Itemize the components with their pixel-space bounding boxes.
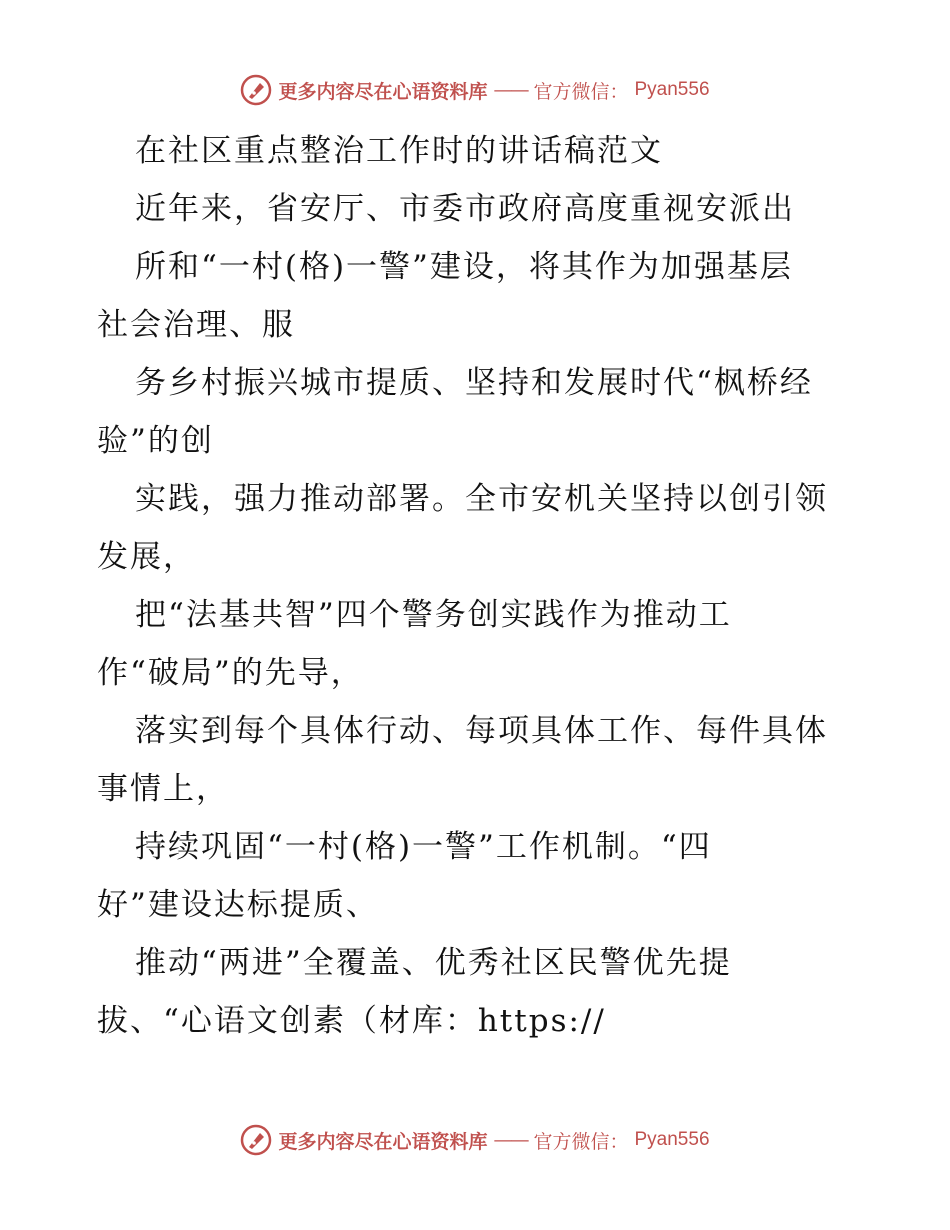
body-line: 把“法基共智”四个警务创实践作为推动工 — [135, 597, 732, 633]
body-line: 社会治理、服 — [97, 307, 295, 343]
watermark-contact-id: Pyan556 — [634, 79, 710, 100]
body-line: 作“破局”的先导， — [97, 655, 364, 691]
body-line: 持续巩固“一村(格)一警”工作机制。“四 — [135, 829, 712, 865]
watermark-separator: —— — [493, 1129, 528, 1151]
body-line: 推动“两进”全覆盖、优秀社区民警优先提 — [135, 945, 732, 981]
body-line: 发展， — [97, 539, 196, 575]
body-line: 验”的创 — [97, 423, 214, 459]
body-line: 近年来，省安厅、市委市政府高度重视安派出 — [135, 191, 795, 227]
document-title: 在社区重点整治工作时的讲话稿范文 — [135, 133, 663, 169]
body-line: 所和“一村(格)一警”建设，将其作为加强基层 — [135, 249, 793, 285]
watermark-contact-label: 官方微信： — [533, 80, 629, 103]
pen-nib-icon — [240, 1124, 272, 1156]
footer-watermark — [0, 1120, 950, 1160]
body-line: 事情上， — [97, 771, 229, 807]
watermark-contact-id: Pyan556 — [634, 1129, 710, 1150]
watermark-site-text: 更多内容尽在心语资料库 — [278, 1130, 488, 1153]
body-line: 好”建设达标提质、 — [97, 887, 379, 923]
body-line: 落实到每个具体行动、每项具体工作、每件具体 — [135, 713, 828, 749]
watermark-site-text: 更多内容尽在心语资料库 — [278, 80, 488, 103]
watermark-separator: —— — [493, 79, 528, 101]
watermark-contact-label: 官方微信： — [533, 1130, 629, 1153]
body-line: 务乡村振兴城市提质、坚持和发展时代“枫桥经 — [135, 365, 813, 401]
body-line: 实践，强力推动部署。全市安机关坚持以创引领 — [135, 481, 828, 517]
document-body — [97, 122, 857, 1050]
body-line: 拔、“心语文创素（材库：https:// — [97, 1003, 606, 1039]
pen-nib-icon — [240, 74, 272, 106]
header-watermark — [0, 70, 950, 110]
